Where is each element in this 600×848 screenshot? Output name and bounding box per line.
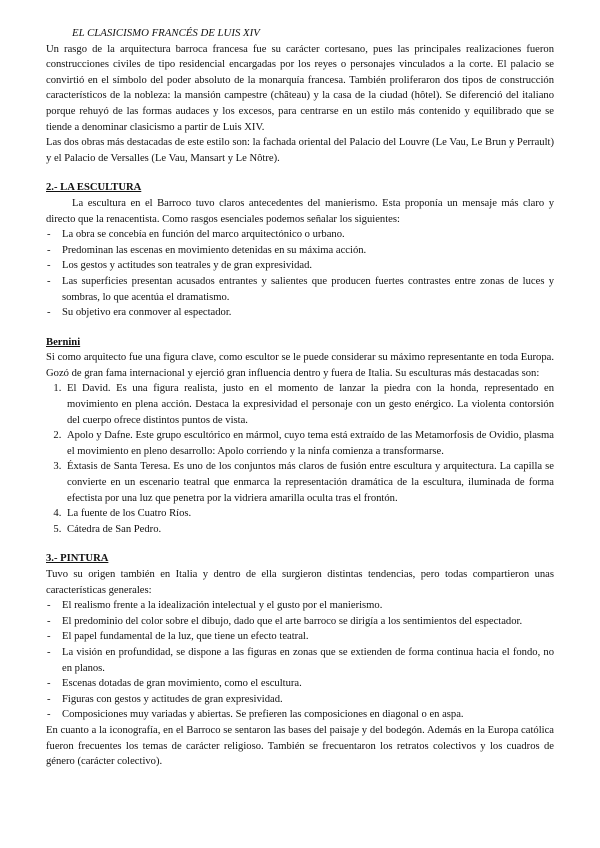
escultura-features-list — [46, 227, 554, 321]
clasicismo-title: EL CLASICISMO FRANCÉS DE LUIS XIV — [72, 27, 260, 39]
list-item: - Las superficies presentan acusados entrantes y salientes que producen fuertes contrastes entre zonas de luces y sombras, lo que acentúa el dramatismo. — [46, 274, 554, 305]
section-title-escultura: 2.- LA ESCULTURA — [46, 182, 142, 194]
list-item: 1. El David. Es una figura realista, justo en el momento de lanzar la piedra con la honda, representado en movimiento en plena acción. Destaca la expresividad el personaje con un gesto enérgico. La violenta contorsión del cuerpo ofrece distintos puntos de vista. — [64, 381, 554, 428]
list-item: 3. Éxtasis de Santa Teresa. Es uno de los conjuntos más claros de fusión entre escultura y arquitectura. La capilla se convierte en un escenario teatral que enmarca la representación dramática de la escultura, iluminada de forma efectista por una luz que penetra por la vidriera amarilla oculta tras el frontón. — [64, 459, 554, 506]
list-item: 2. Apolo y Dafne. Este grupo escultórico en mármol, cuyo tema está extraído de las Metamorfosis de Ovidio, plasma el movimiento en pleno desarrollo: Apolo corriendo y la ninfa comienza a transformarse. — [64, 428, 554, 459]
list-item: - Predominan las escenas en movimiento detenidas en su máxima acción. — [46, 243, 554, 259]
clasicismo-paragraph: Un rasgo de la arquitectura barroca francesa fue su carácter cortesano, pues las principales realizaciones fueron construcciones civiles de tipo residencial encargadas por los reyes o personajes vinculados a la corte. El palacio se convirtió en el símbolo del poder absoluto de la monarquía francesa. También proliferaron dos tipos de construcción característicos de la nobleza: la mansión campestre (château) y la casa de la ciudad (hôtel). Se diferenció del italiano porque rehuyó de las formas audaces y los excesos, para centrarse en un estilo más contenido y equilibrado que se tiende a denominar clasicismo a partir de Luis XIV. — [46, 43, 554, 133]
list-item: 4. La fuente de los Cuatro Ríos. — [64, 506, 554, 522]
pintura-intro: Tuvo su origen también en Italia y dentro de ella surgieron distintas tendencias, pero todas compartieron unas características generales: — [46, 569, 554, 596]
clasicismo-works-paragraph: Las dos obras más destacadas de este estilo son: la fachada oriental del Palacio del Louvre (Le Vau, Le Brun y Perrault) y el Palacio de Versalles (Le Vau, Mansart y Le Nôtre). — [46, 137, 554, 164]
list-item: - La visión en profundidad, se dispone a las figuras en zonas que se extienden de forma continua hacia el fondo, no en planos. — [46, 645, 554, 676]
list-item: - Figuras con gestos y actitudes de gran expresividad. — [46, 692, 554, 708]
bernini-title: Bernini — [46, 336, 81, 348]
pintura-features-list — [46, 598, 554, 723]
list-item: - Escenas dotadas de gran movimiento, como el escultura. — [46, 676, 554, 692]
list-item: - El realismo frente a la idealización intelectual y el gusto por el manierismo. — [46, 598, 554, 614]
list-item: - El predominio del color sobre el dibujo, dado que el arte barroco se dirigía a los sentimientos del espectador. — [46, 614, 554, 630]
list-item: - Los gestos y actitudes son teatrales y de gran expresividad. — [46, 258, 554, 274]
list-item: - Composiciones muy variadas y abiertas. Se prefieren las composiciones en diagonal o en aspa. — [46, 707, 554, 723]
escultura-intro: La escultura en el Barroco tuvo claros antecedentes del manierismo. Esta proponía un mensaje más claro y directo que la renacentista. Como rasgos esenciales podemos señalar los siguientes: — [46, 197, 554, 225]
bernini-works-list — [46, 381, 554, 537]
list-item: - Su objetivo era conmover al espectador. — [46, 305, 554, 321]
list-item: - La obra se concebía en función del marco arquitectónico o urbano. — [46, 227, 554, 243]
list-item: - El papel fundamental de la luz, que tiene un efecto teatral. — [46, 629, 554, 645]
pintura-closing-paragraph: En cuanto a la iconografía, en el Barroco se sentaron las bases del paisaje y del bodegón. Además en la Europa católica fueron frecuentes los temas de carácter religioso. También se frecuentaron los retratos colectivos y los cuadros de género (carácter colectivo). — [46, 724, 554, 768]
list-item: 5. Cátedra de San Pedro. — [64, 522, 554, 538]
section-title-pintura: 3.- PINTURA — [46, 553, 109, 565]
bernini-intro: Si como arquitecto fue una figura clave, como escultor se le puede considerar su máximo representante en toda Europa. Gozó de gran fama internacional y ejerció gran influencia dentro y fuera de Italia. Su esculturas más destacadas son: — [46, 352, 554, 379]
